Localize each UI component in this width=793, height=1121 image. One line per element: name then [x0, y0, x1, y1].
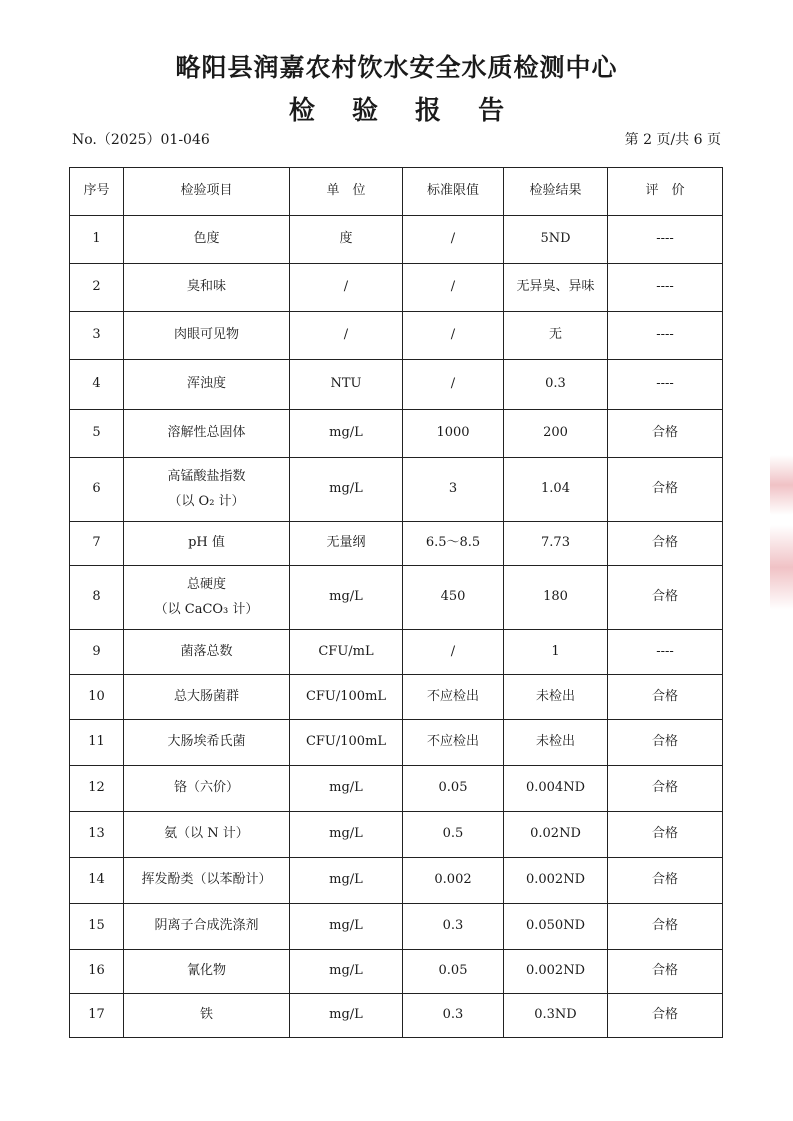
- cell-evaluation: ----: [608, 630, 723, 675]
- cell-limit: 0.05: [403, 766, 504, 812]
- col-header-result: 检验结果: [504, 168, 608, 216]
- cell-unit: mg/L: [290, 812, 403, 858]
- cell-evaluation: 合格: [608, 522, 723, 566]
- cell-result: 0.050ND: [504, 904, 608, 950]
- cell-item-name: 肉眼可见物: [173, 327, 239, 343]
- cell-limit: 3: [403, 458, 504, 522]
- cell-result: 0.002ND: [504, 858, 608, 904]
- col-header-unit: 单 位: [290, 168, 403, 216]
- cell-unit: mg/L: [290, 994, 403, 1038]
- cell-item-name: 高锰酸盐指数: [167, 468, 246, 484]
- cell-unit: mg/L: [290, 858, 403, 904]
- cell-item: [124, 566, 290, 630]
- cell-item-name: 大肠埃希氏菌: [167, 734, 246, 750]
- cell-unit: CFU/100mL: [290, 675, 403, 720]
- cell-result: 1: [504, 630, 608, 675]
- cell-item: [124, 312, 290, 360]
- cell-item: [124, 630, 290, 675]
- cell-unit: mg/L: [290, 766, 403, 812]
- cell-item: [124, 458, 290, 522]
- cell-limit: /: [403, 630, 504, 675]
- cell-unit: mg/L: [290, 950, 403, 994]
- table-row: [70, 312, 723, 360]
- cell-limit: 0.05: [403, 950, 504, 994]
- cell-no: 14: [70, 858, 124, 904]
- cell-item-name: 氰化物: [186, 963, 226, 979]
- table-row: [70, 630, 723, 675]
- cell-limit: 不应检出: [403, 675, 504, 720]
- cell-item-name: 菌落总数: [180, 643, 233, 659]
- cell-limit: 450: [403, 566, 504, 630]
- cell-limit: /: [403, 264, 504, 312]
- cell-item: [124, 904, 290, 950]
- cell-item-name: 浑浊度: [186, 376, 226, 392]
- cell-no: 10: [70, 675, 124, 720]
- seal-fragment: [770, 455, 793, 515]
- table-row: [70, 766, 723, 812]
- cell-limit: /: [403, 312, 504, 360]
- cell-evaluation: 合格: [608, 766, 723, 812]
- table-row: [70, 950, 723, 994]
- cell-result: 5ND: [504, 216, 608, 264]
- cell-evaluation: 合格: [608, 858, 723, 904]
- seal-fragment: [770, 525, 793, 610]
- cell-item: [124, 264, 290, 312]
- cell-unit: mg/L: [290, 904, 403, 950]
- cell-no: 4: [70, 360, 124, 410]
- cell-unit: mg/L: [290, 458, 403, 522]
- cell-result: 0.3ND: [504, 994, 608, 1038]
- cell-evaluation: 合格: [608, 994, 723, 1038]
- cell-item-name: 总硬度: [186, 576, 226, 592]
- cell-no: 13: [70, 812, 124, 858]
- cell-evaluation: 合格: [608, 812, 723, 858]
- test-results-table: [69, 167, 723, 1038]
- cell-item: [124, 950, 290, 994]
- cell-result: 无异臭、异味: [504, 264, 608, 312]
- cell-item-name: 挥发酚类（以苯酚计）: [141, 872, 272, 888]
- cell-item-name: pH 值: [188, 535, 225, 551]
- table-header-row: [70, 168, 723, 216]
- cell-evaluation: 合格: [608, 410, 723, 458]
- table-row: [70, 994, 723, 1038]
- cell-item: [124, 675, 290, 720]
- table-row: [70, 360, 723, 410]
- cell-evaluation: ----: [608, 264, 723, 312]
- cell-evaluation: 合格: [608, 904, 723, 950]
- report-number: No.（2025）01-046: [72, 132, 210, 148]
- cell-item-note: （以 O₂ 计）: [168, 493, 245, 509]
- table-row: [70, 458, 723, 522]
- cell-result: 200: [504, 410, 608, 458]
- col-header-evaluation: 评 价: [608, 168, 723, 216]
- table-row: [70, 566, 723, 630]
- cell-result: 0.002ND: [504, 950, 608, 994]
- cell-unit: 无量纲: [290, 522, 403, 566]
- cell-no: 17: [70, 994, 124, 1038]
- cell-result: 0.004ND: [504, 766, 608, 812]
- cell-unit: mg/L: [290, 566, 403, 630]
- cell-limit: 0.002: [403, 858, 504, 904]
- cell-item: [124, 360, 290, 410]
- cell-result: 7.73: [504, 522, 608, 566]
- cell-item: [124, 410, 290, 458]
- table-row: [70, 410, 723, 458]
- cell-evaluation: ----: [608, 360, 723, 410]
- cell-item: [124, 720, 290, 766]
- cell-no: 16: [70, 950, 124, 994]
- cell-result: 未检出: [504, 720, 608, 766]
- cell-no: 15: [70, 904, 124, 950]
- cell-evaluation: 合格: [608, 720, 723, 766]
- report-title: 检 验 报 告: [288, 96, 519, 126]
- cell-item-name: 色度: [193, 231, 220, 247]
- cell-unit: NTU: [290, 360, 403, 410]
- cell-no: 12: [70, 766, 124, 812]
- col-header-limit: 标准限值: [403, 168, 504, 216]
- cell-no: 9: [70, 630, 124, 675]
- cell-limit: /: [403, 360, 504, 410]
- organization-title: 略阳县润嘉农村饮水安全水质检测中心: [175, 53, 618, 82]
- col-header-no: 序号: [70, 168, 124, 216]
- table-row: [70, 675, 723, 720]
- cell-item: [124, 812, 290, 858]
- cell-item-name: 溶解性总固体: [167, 425, 246, 441]
- cell-unit: CFU/100mL: [290, 720, 403, 766]
- cell-evaluation: 合格: [608, 675, 723, 720]
- cell-result: 0.3: [504, 360, 608, 410]
- cell-limit: 不应检出: [403, 720, 504, 766]
- cell-item-note: （以 CaCO₃ 计）: [154, 601, 259, 617]
- cell-no: 3: [70, 312, 124, 360]
- cell-item: [124, 994, 290, 1038]
- cell-evaluation: ----: [608, 216, 723, 264]
- table-row: [70, 216, 723, 264]
- table-row: [70, 522, 723, 566]
- cell-no: 1: [70, 216, 124, 264]
- cell-result: 无: [504, 312, 608, 360]
- cell-limit: 0.3: [403, 904, 504, 950]
- cell-item-name: 铁: [199, 1007, 213, 1023]
- cell-item: [124, 522, 290, 566]
- page-indicator: 第 2 页/共 6 页: [624, 132, 721, 148]
- table-row: [70, 904, 723, 950]
- cell-limit: 1000: [403, 410, 504, 458]
- cell-unit: /: [290, 312, 403, 360]
- cell-no: 6: [70, 458, 124, 522]
- cell-no: 2: [70, 264, 124, 312]
- cell-unit: mg/L: [290, 410, 403, 458]
- cell-no: 8: [70, 566, 124, 630]
- cell-evaluation: 合格: [608, 566, 723, 630]
- cell-evaluation: 合格: [608, 950, 723, 994]
- cell-limit: /: [403, 216, 504, 264]
- col-header-item: 检验项目: [124, 168, 290, 216]
- cell-limit: 0.5: [403, 812, 504, 858]
- cell-no: 5: [70, 410, 124, 458]
- cell-item-name: 臭和味: [186, 279, 226, 295]
- cell-no: 11: [70, 720, 124, 766]
- cell-evaluation: ----: [608, 312, 723, 360]
- cell-result: 0.02ND: [504, 812, 608, 858]
- cell-unit: /: [290, 264, 403, 312]
- cell-item: [124, 216, 290, 264]
- cell-result: 1.04: [504, 458, 608, 522]
- cell-item: [124, 766, 290, 812]
- table-row: [70, 264, 723, 312]
- cell-unit: CFU/mL: [290, 630, 403, 675]
- cell-evaluation: 合格: [608, 458, 723, 522]
- cell-unit: 度: [290, 216, 403, 264]
- cell-item-name: 总大肠菌群: [173, 688, 239, 704]
- cell-item-name: 氨（以 N 计）: [164, 826, 249, 842]
- table-row: [70, 720, 723, 766]
- cell-item-name: 阴离子合成洗涤剂: [154, 918, 259, 934]
- cell-limit: 6.5～8.5: [403, 522, 504, 566]
- table-row: [70, 858, 723, 904]
- cell-limit: 0.3: [403, 994, 504, 1038]
- cell-item: [124, 858, 290, 904]
- cell-result: 180: [504, 566, 608, 630]
- cell-result: 未检出: [504, 675, 608, 720]
- cell-no: 7: [70, 522, 124, 566]
- table-row: [70, 812, 723, 858]
- cell-item-name: 铬（六价）: [173, 780, 239, 796]
